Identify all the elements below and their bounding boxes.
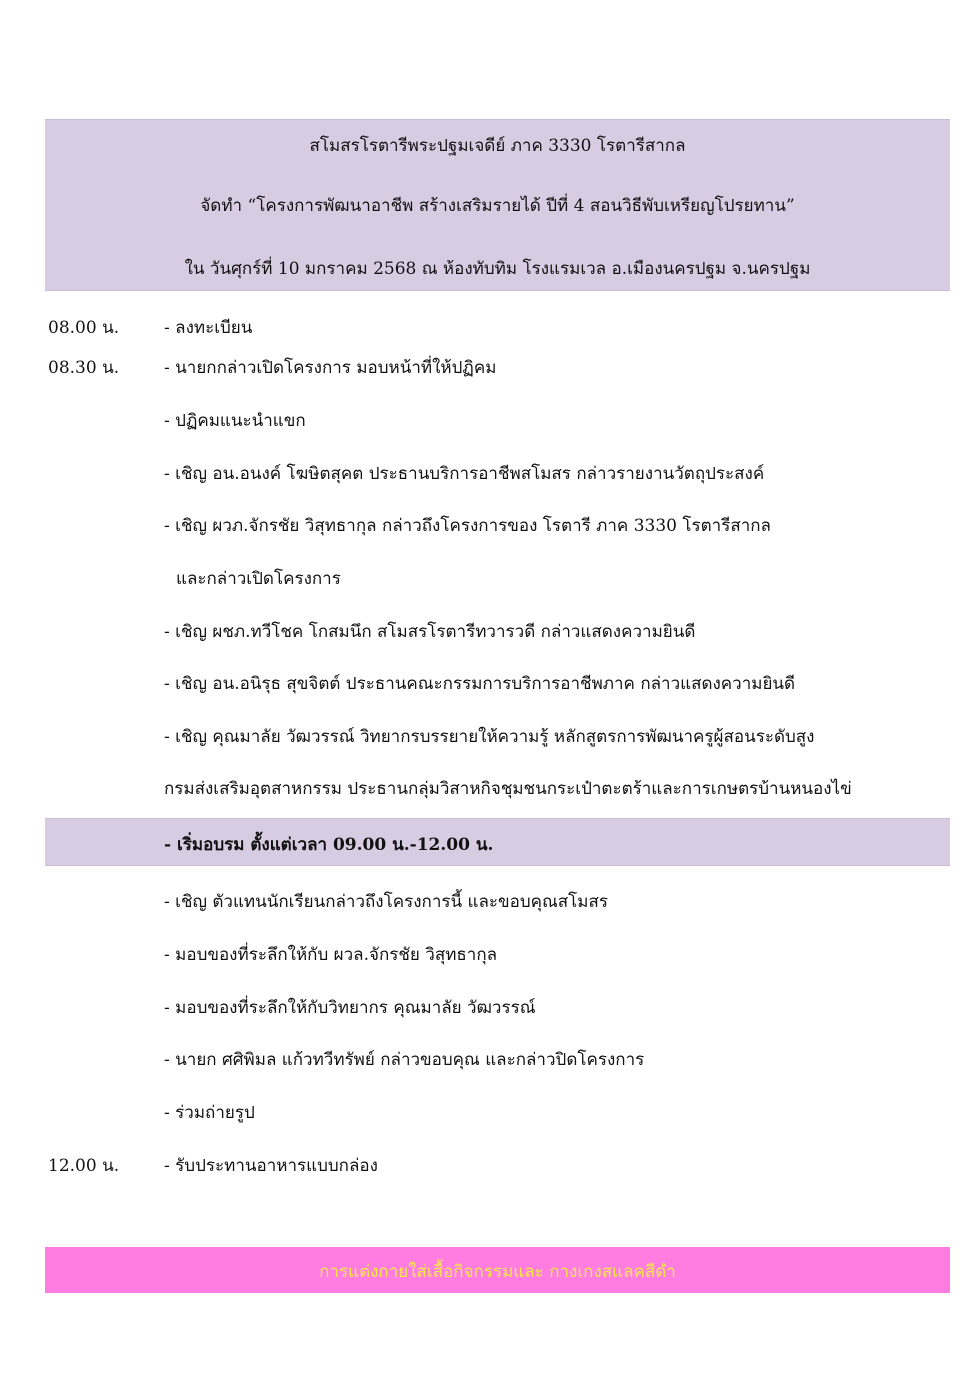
project-title: จัดทำ “โครงการพัฒนาอาชีพ สร้างเสริมรายได้ ปีที่ 4 สอนวิธีพับเหรียญโปรยทาน” <box>200 196 795 216</box>
schedule-item: - รับประทานอาหารแบบกล่อง <box>164 1156 378 1176</box>
schedule-item: - ลงทะเบียน <box>164 318 253 338</box>
schedule-row <box>0 994 970 1024</box>
schedule-item: - เชิญ ผชภ.ทวีโชค โกสมนึก สโมสรโรตารีทวารวดี กล่าวแสดงความยินดี <box>164 622 696 642</box>
training-section-label: - เริ่มอบรม ตั้งแต่เวลา 09.00 น.-12.00 น. <box>164 835 494 855</box>
schedule-item: - มอบของที่ระลึกให้กับวิทยากร คุณมาลัย วัฒวรรณ์ <box>164 998 536 1018</box>
schedule-row <box>0 941 970 971</box>
schedule-item: - นายกกล่าวเปิดโครงการ มอบหน้าที่ให้ปฏิคม <box>164 358 497 378</box>
schedule-row <box>0 314 970 344</box>
schedule-item: - เชิญ อน.อนงค์ โฆษิตสุคต ประธานบริการอาชีพสโมสร กล่าวรายงานวัตถุประสงค์ <box>164 464 765 484</box>
schedule-row <box>0 670 970 700</box>
schedule-item: - ปฏิคมแนะนำแขก <box>164 411 306 431</box>
schedule-row <box>0 1046 970 1076</box>
schedule-item: - ร่วมถ่ายรูป <box>164 1103 255 1123</box>
schedule-row <box>0 460 970 490</box>
schedule-item: - เชิญ ตัวแทนนักเรียนกล่าวถึงโครงการนี้ และขอบคุณสโมสร <box>164 892 609 912</box>
schedule-item: และกล่าวเปิดโครงการ <box>176 569 341 589</box>
event-date-location: ใน วันศุกร์ที่ 10 มกราคม 2568 ณ ห้องทับทิม โรงแรมเวล อ.เมืองนครปฐม จ.นครปฐม <box>184 259 811 279</box>
schedule-row <box>0 1152 970 1182</box>
header-banner <box>45 119 950 291</box>
schedule-row <box>0 565 970 595</box>
dress-code-banner <box>45 1247 950 1293</box>
schedule-time: 08.00 น. <box>48 318 120 338</box>
schedule-item: - เชิญ ผวภ.จักรชัย วิสุทธากุล กล่าวถึงโครงการของ โรตารี ภาค 3330 โรตารีสากล <box>164 516 771 536</box>
schedule-item: - นายก ศศิพิมล แก้วทวีทรัพย์ กล่าวขอบคุณ และกล่าวปิดโครงการ <box>164 1050 645 1070</box>
schedule-row <box>0 775 970 805</box>
schedule-row <box>0 354 970 384</box>
training-section-banner <box>45 818 950 866</box>
schedule-row <box>0 618 970 648</box>
schedule-item: กรมส่งเสริมอุตสาหกรรม ประธานกลุ่มวิสาหกิจชุมชนกระเป๋าตะตร้าและการเกษตรบ้านหนองไข่ <box>164 779 852 799</box>
schedule-item: - เชิญ คุณมาลัย วัฒวรรณ์ วิทยากรบรรยายให้ความรู้ หลักสูตรการพัฒนาครูผู้สอนระดับสูง <box>164 727 815 747</box>
schedule-item: - เชิญ อน.อนิรุธ สุขจิตต์ ประธานคณะกรรมการบริการอาชีพภาค กล่าวแสดงความยินดี <box>164 674 796 694</box>
club-name: สโมสรโรตารีพระปฐมเจดีย์ ภาค 3330 โรตารีสากล <box>309 136 686 156</box>
schedule-row <box>0 512 970 542</box>
dress-code-label: การแต่งกายใส่เสื้อกิจกรรมและ กางเกงสแลคสีดำ <box>319 1262 676 1282</box>
schedule-item: - มอบของที่ระลึกให้กับ ผวล.จักรชัย วิสุทธากุล <box>164 945 498 965</box>
schedule-time: 12.00 น. <box>48 1156 120 1176</box>
schedule-row <box>0 723 970 753</box>
schedule-row <box>0 888 970 918</box>
schedule-time: 08.30 น. <box>48 358 120 378</box>
schedule-row <box>0 1099 970 1129</box>
schedule-row <box>0 407 970 437</box>
